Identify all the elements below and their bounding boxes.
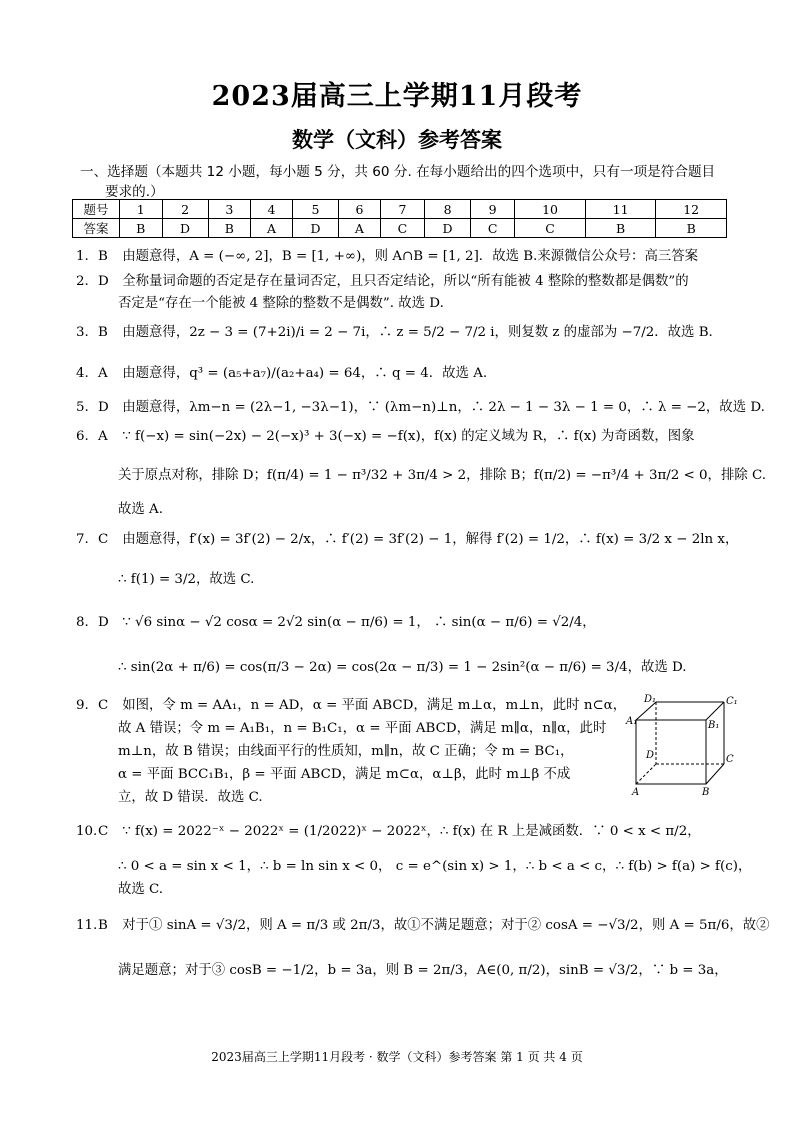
solution-answer: A xyxy=(98,366,108,381)
answer-table-answer: B xyxy=(120,219,163,238)
solution-number: 3. xyxy=(76,325,89,340)
solution-10-continued-2: 故选 C. xyxy=(118,882,164,897)
answer-table-answer: B xyxy=(585,219,656,238)
answer-table-answer: B xyxy=(656,219,727,238)
cube-label-d: D xyxy=(646,750,655,761)
solution-number: 6. xyxy=(76,429,89,444)
solution-number: 7. xyxy=(76,532,89,547)
solution-text: 由题意得，A = (−∞, 2]，B = [1, +∞)，则 A∩B = [1, 2]．故选 B.来源微信公众号：高三答案 xyxy=(122,249,699,264)
cube-label-d1: D₁ xyxy=(644,694,657,705)
solution-text: 由题意得，f′(x) = 3f′(2) − 2/x，∴ f′(2) = 3f′(2) − 1，解得 f′(2) = 1/2，∴ f(x) = 3/2 x − 2ln x， xyxy=(122,532,739,547)
answer-table-number: 8 xyxy=(425,200,471,219)
solution-number: 10. xyxy=(76,824,98,839)
solution-4 xyxy=(76,364,726,384)
answer-table-answer: C xyxy=(515,219,586,238)
cube-label-c1: C₁ xyxy=(726,696,738,707)
answer-table-number: 2 xyxy=(162,200,208,219)
cube-figure xyxy=(626,694,736,798)
solution-number: 1. xyxy=(76,249,89,264)
answer-table-answer: D xyxy=(292,219,338,238)
solution-9-continued-3: α = 平面 BCC₁B₁，β = 平面 ABCD，满足 m⊂α，α⊥β，此时 m⊥β 不成 xyxy=(118,767,571,782)
answer-table-answer: D xyxy=(425,219,471,238)
solution-number: 11. xyxy=(76,918,98,933)
solution-answer: B xyxy=(98,325,108,340)
answer-table-number: 12 xyxy=(656,200,727,219)
solution-9-continued-4: 立，故 D 错误．故选 C. xyxy=(118,790,263,805)
solution-number: 8. xyxy=(76,615,89,630)
answer-table-answer: C xyxy=(471,219,515,238)
cube-label-b: B xyxy=(702,787,710,798)
solution-11-continued: 满足题意；对于③ cosB = −1/2，b = 3a，则 B = 2π/3，A∈(0, π/2)，sinB = √3/2，∵ b = 3a， xyxy=(118,963,728,978)
solution-number: 9. xyxy=(76,698,89,713)
solution-answer: C xyxy=(98,532,109,547)
section-heading-line1: 一、选择题（本题共 12 小题，每小题 5 分，共 60 分. 在每小题给出的四个选项中，只有一项是符合题目 xyxy=(80,164,716,180)
solution-10-continued: ∴ 0 < a = sin x < 1，∴ b = ln sin x < 0， c = e^(sin x) > 1，∴ b < a < c，∴ f(b) > f(a) > f(c)， xyxy=(118,859,752,874)
solution-9-continued-1: 故 A 错误；令 m = A₁B₁，n = B₁C₁，α = 平面 ABCD，满足 m∥α，n∥α，此时 xyxy=(118,721,607,736)
solution-answer: D xyxy=(98,400,109,415)
solution-6-continued: 关于原点对称，排除 D；f(π/4) = 1 − π³/32 + 3π/4 > 2，排除 B；f(π/2) = −π³/4 + 3π/2 < 0，排除 C. xyxy=(118,468,767,483)
cube-label-a: A xyxy=(632,787,640,798)
solution-2 xyxy=(76,272,726,292)
answer-table-number: 10 xyxy=(515,200,586,219)
solution-text: ∵ f(−x) = sin(−2x) − 2(−x)³ + 3(−x) = −f(x)，f(x) 的定义域为 R，∴ f(x) 为奇函数，图象 xyxy=(122,429,695,444)
solution-text: ∵ √6 sinα − √2 cosα = 2√2 sin(α − π/6) = 1， ∴ sin(α − π/6) = √2/4， xyxy=(122,615,596,630)
solution-text: 由题意得，2z − 3 = (7+2i)/i = 2 − 7i，∴ z = 5/2 − 7/2 i，则复数 z 的虚部为 −7/2．故选 B. xyxy=(122,325,713,340)
cube-label-a1: A₁ xyxy=(626,716,638,727)
answer-table-answer: B xyxy=(208,219,251,238)
solution-text: 如图，令 m = AA₁，n = AD，α = 平面 ABCD，满足 m⊥α，m⊥n，此时 n⊂α， xyxy=(122,698,627,713)
solution-7-continued: ∴ f(1) = 3/2，故选 C. xyxy=(118,572,255,587)
answer-table-number: 11 xyxy=(585,200,656,219)
solution-text: 对于① sinA = √3/2，则 A = π/3 或 2π/3，故①不满足题意；对于② cosA = −√3/2，则 A = 5π/6，故② xyxy=(122,918,770,933)
answer-table-number: 7 xyxy=(380,200,424,219)
solution-2-continued: 否定是“存在一个能被 4 整除的整数不是偶数”. 故选 D. xyxy=(118,296,444,311)
answer-table-number: 6 xyxy=(339,200,381,219)
section-heading xyxy=(80,162,730,202)
solution-11 xyxy=(76,916,770,936)
page-footer: 2023届高三上学期11月段考 · 数学（文科）参考答案 第 1 页 共 4 页 xyxy=(211,1050,583,1064)
answer-table-answer: A xyxy=(251,219,293,238)
solution-10 xyxy=(76,822,726,842)
solution-number: 2. xyxy=(76,274,89,289)
answer-table-number: 1 xyxy=(120,200,163,219)
solution-number: 4. xyxy=(76,366,89,381)
solution-answer: D xyxy=(98,615,109,630)
answer-table xyxy=(72,199,727,238)
solution-8-continued: ∴ sin(2α + π/6) = cos(π/3 − 2α) = cos(2α − π/3) = 1 − 2sin²(α − π/6) = 3/4，故选 D. xyxy=(118,660,687,675)
section-heading-line2: 要求的.） xyxy=(105,184,164,200)
cube-label-c: C xyxy=(726,754,734,765)
solution-answer: A xyxy=(98,429,108,444)
answer-table-answer: C xyxy=(380,219,424,238)
solution-answer: B xyxy=(98,249,108,264)
solution-7 xyxy=(76,530,739,550)
solution-8 xyxy=(76,613,726,633)
document-subtitle: 数学（文科）参考答案 xyxy=(292,127,502,152)
solution-6-continued-2: 故选 A. xyxy=(118,502,163,517)
solution-text: 由题意得，q³ = (a₅+a₇)/(a₂+a₄) = 64，∴ q = 4．故选 A. xyxy=(122,366,488,381)
answer-table-number: 3 xyxy=(208,200,251,219)
solution-number: 5. xyxy=(76,400,89,415)
solution-1 xyxy=(76,247,726,267)
answer-table-answer-row xyxy=(73,219,727,238)
answer-table-number: 9 xyxy=(471,200,515,219)
cube-label-b1: B₁ xyxy=(708,720,720,731)
solution-answer: C xyxy=(98,698,109,713)
answer-table-number-row xyxy=(73,200,727,219)
answer-table-number: 5 xyxy=(292,200,338,219)
solution-text: 全称量词命题的否定是存在量词否定，且只否定结论，所以“所有能被 4 整除的整数都是偶数”的 xyxy=(122,274,689,289)
solution-5 xyxy=(76,398,765,418)
answer-table-answer-label: 答案 xyxy=(73,219,120,238)
solution-3 xyxy=(76,323,726,343)
answer-table-number-label: 题号 xyxy=(73,200,120,219)
solution-9-continued-2: m⊥n，故 B 错误；由线面平行的性质知，m∥n，故 C 正确；令 m = BC₁， xyxy=(118,744,574,759)
answer-table-answer: D xyxy=(162,219,208,238)
solution-answer: D xyxy=(98,274,109,289)
answer-table-number: 4 xyxy=(251,200,293,219)
solution-answer: C xyxy=(98,824,109,839)
solution-6 xyxy=(76,427,726,447)
document-title: 2023届高三上学期11月段考 xyxy=(211,81,583,112)
solution-text: ∵ f(x) = 2022⁻ˣ − 2022ˣ = (1/2022)ˣ − 2022ˣ，∴ f(x) 在 R 上是减函数．∵ 0 < x < π/2， xyxy=(122,824,701,839)
solution-text: 由题意得，λm−n = (2λ−1, −3λ−1)，∵ (λm−n)⊥n，∴ 2λ − 1 − 3λ − 1 = 0，∴ λ = −2，故选 D. xyxy=(122,400,765,415)
solution-answer: B xyxy=(98,918,108,933)
answer-table-answer: A xyxy=(339,219,381,238)
